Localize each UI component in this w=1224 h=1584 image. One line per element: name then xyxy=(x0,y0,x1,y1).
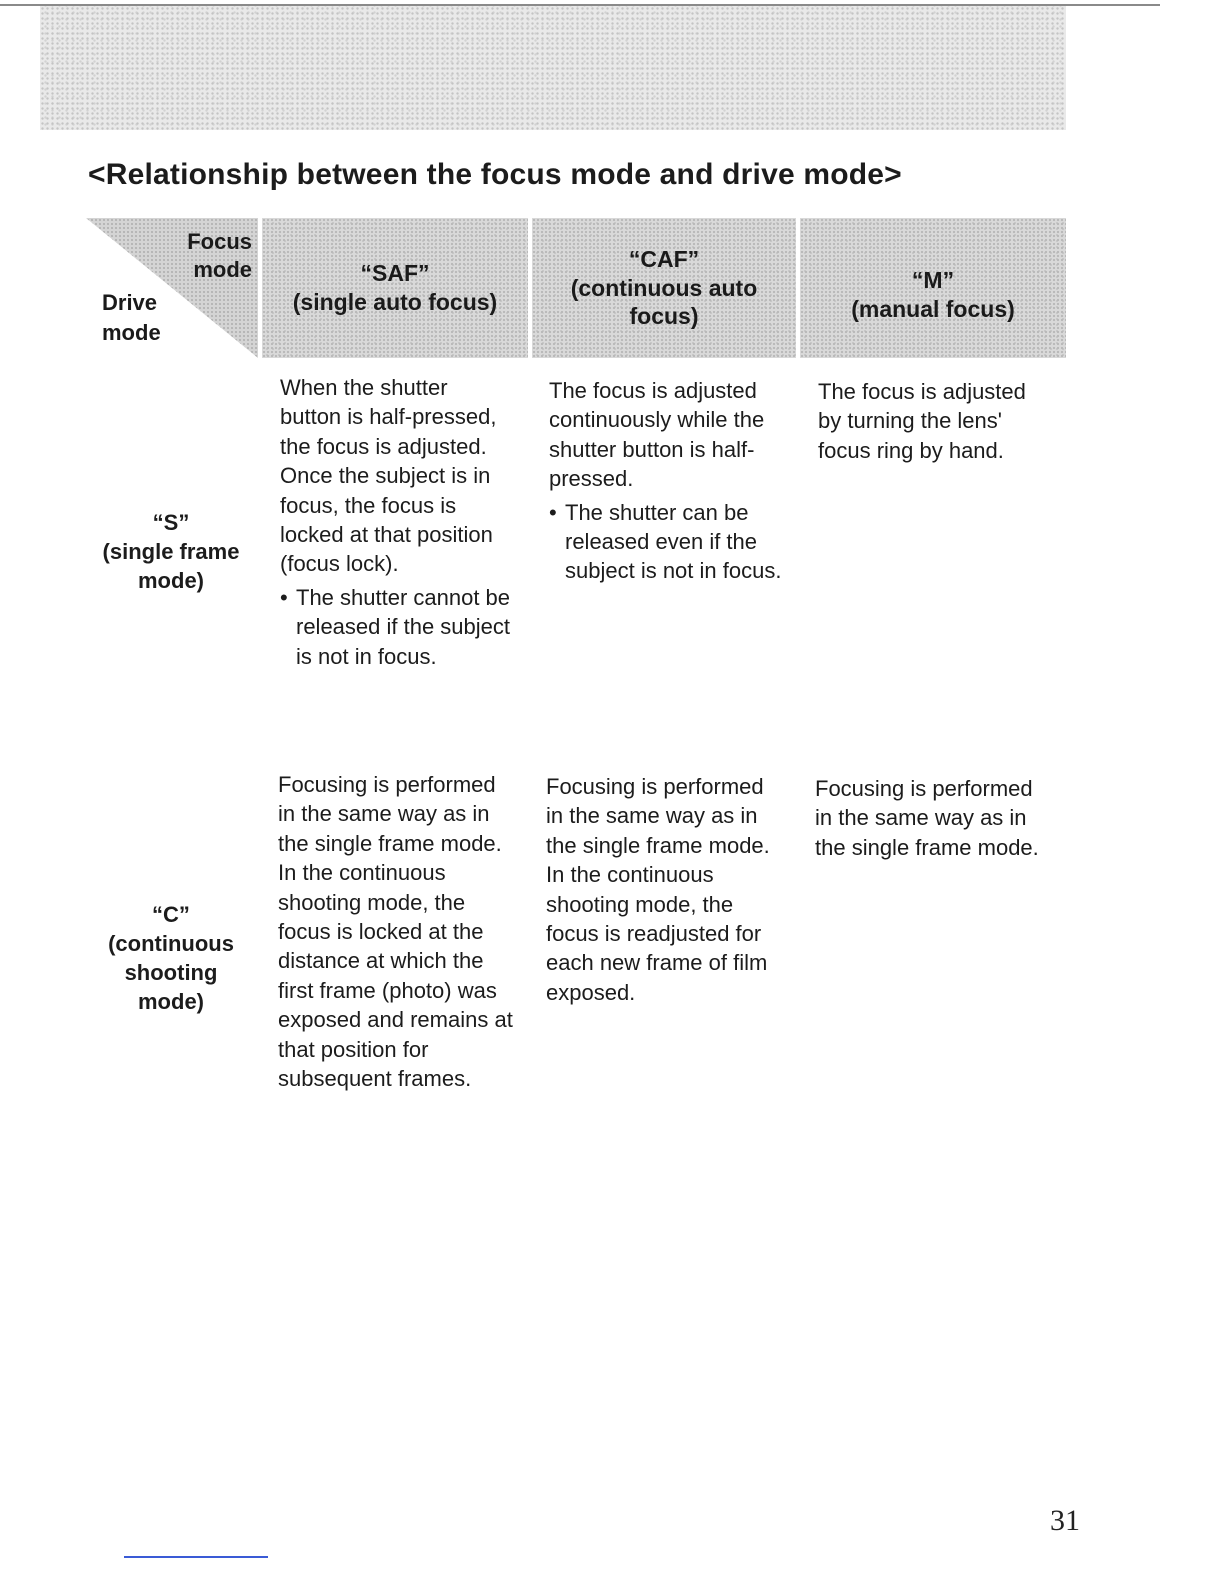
cell-bullet: • The shutter can be released even if the subject is not in focus. xyxy=(549,498,783,586)
row-label-single-frame: “S” (single frame mode) xyxy=(102,510,240,593)
top-rule xyxy=(0,4,1160,6)
cell-s-caf xyxy=(549,376,783,586)
decorative-header-band xyxy=(40,6,1066,130)
corner-focus-mode-label: Focus mode xyxy=(187,229,252,282)
cell-s-m xyxy=(818,377,1040,465)
cell-bullet: • The shutter cannot be released if the subject is not in focus. xyxy=(280,583,514,671)
cell-c-caf xyxy=(546,772,780,1007)
column-header-saf xyxy=(262,218,528,358)
column-description: (single auto focus) xyxy=(292,289,498,315)
page-title: <Relationship between the focus mode and drive mode> xyxy=(88,158,902,191)
table-corner-header xyxy=(86,218,258,358)
column-code: “CAF” xyxy=(628,245,700,272)
cell-text: When the shutter button is half-pressed, the focus is adjusted. Once the subject is in focus, the focus is locked at that position (focus lock). xyxy=(280,375,497,577)
bottom-rule-mark xyxy=(124,1556,268,1558)
cell-c-m xyxy=(815,774,1041,862)
cell-text: Focusing is performed in the same way as in the single frame mode. In the continuous shooting mode, the focus is locked at the distance at which the first frame (photo) was exposed and remains at that position for subsequent frames. xyxy=(278,772,513,1092)
cell-text: Focusing is performed in the same way as in the single frame mode. xyxy=(815,776,1039,860)
cell-text: The focus is adjusted continuously while the shutter button is half-pressed. xyxy=(549,378,765,492)
row-label-continuous-shooting: “C” (continuous shooting mode) xyxy=(108,902,234,1014)
cell-text: The focus is adjusted by turning the lens' focus ring by hand. xyxy=(818,379,1026,463)
cell-text: Focusing is performed in the same way as in the single frame mode. In the continuous shooting mode, the focus is readjusted for each new frame of film exposed. xyxy=(546,774,770,1005)
cell-s-saf xyxy=(280,373,514,671)
column-description: (continuous auto focus) xyxy=(570,274,758,330)
column-description: (manual focus) xyxy=(851,296,1015,322)
column-header-caf xyxy=(532,218,796,358)
corner-drive-mode-label: Drive mode xyxy=(102,290,161,345)
column-code: “M” xyxy=(911,267,955,294)
cell-c-saf xyxy=(278,770,514,1093)
column-code: “SAF” xyxy=(360,260,430,287)
page-number: 31 xyxy=(1050,1504,1080,1537)
column-header-m xyxy=(800,218,1066,358)
